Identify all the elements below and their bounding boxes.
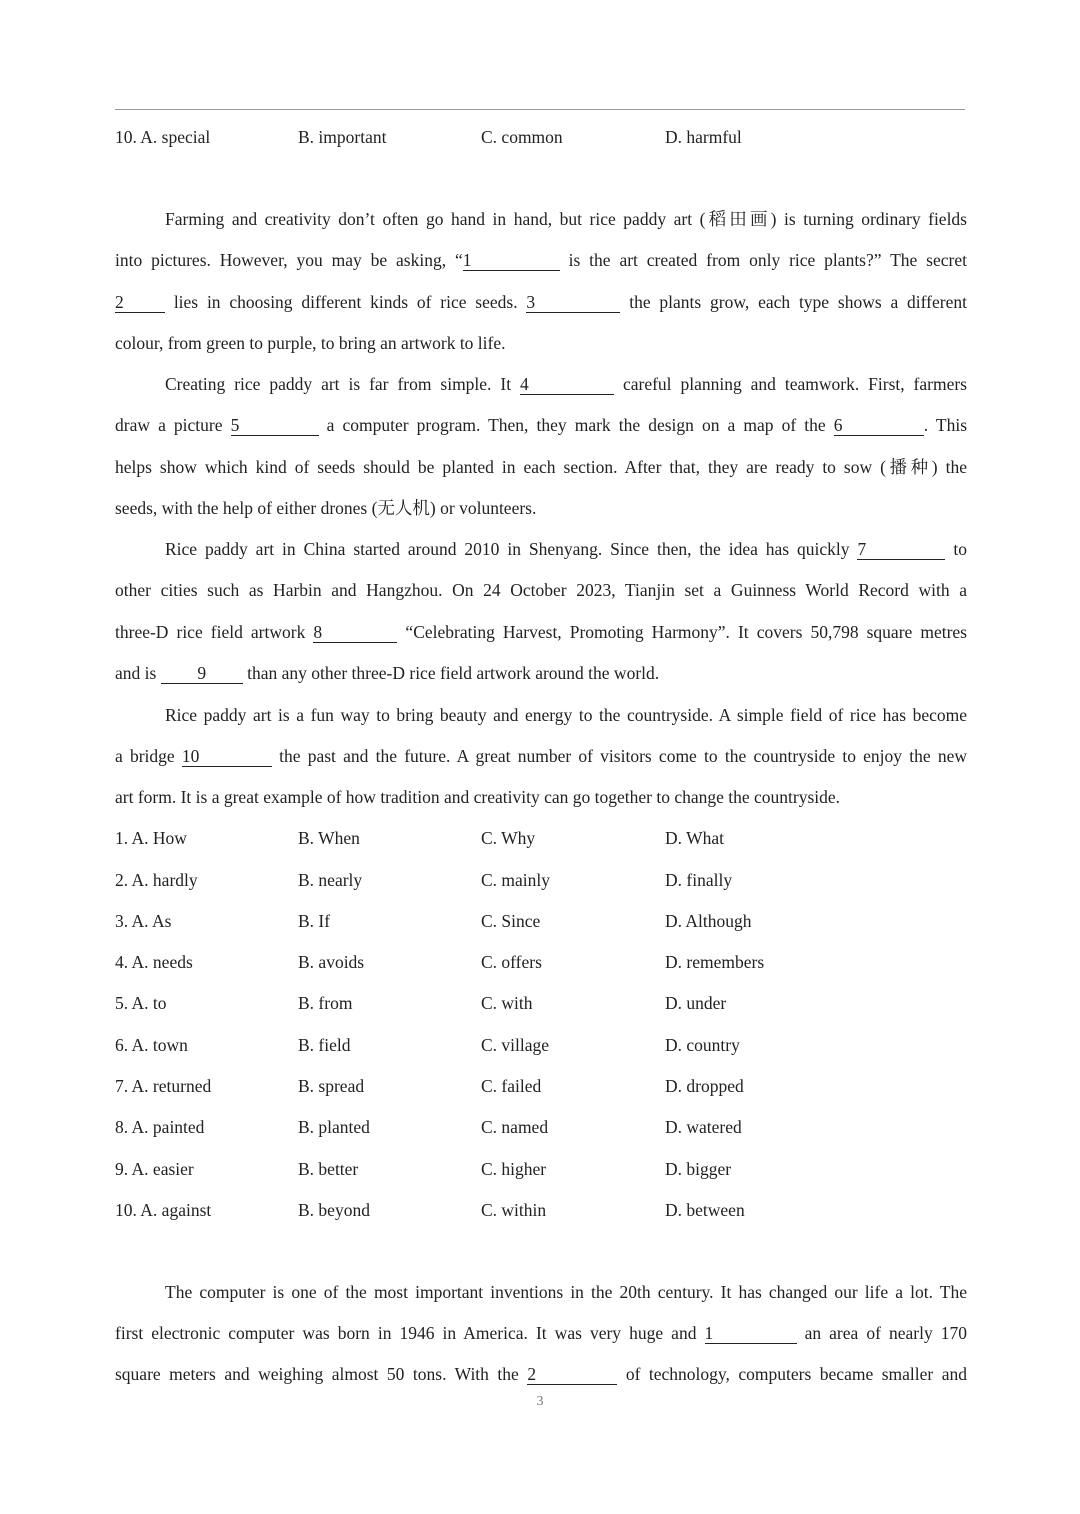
option-a: 5. A. to xyxy=(115,993,167,1013)
option-d: D. bigger xyxy=(665,1159,732,1179)
passage-line: colour, from green to purple, to bring an artwork to life. xyxy=(115,333,506,353)
option-b: B. important xyxy=(298,127,387,147)
option-a: 4. A. needs xyxy=(115,952,193,972)
option-a: 3. A. As xyxy=(115,911,172,931)
option-c: C. mainly xyxy=(481,870,551,890)
option-d: D. dropped xyxy=(665,1076,744,1096)
option-c: C. common xyxy=(481,127,563,147)
option-c: C. failed xyxy=(481,1076,542,1096)
option-a: 2. A. hardly xyxy=(115,870,198,890)
option-b: B. beyond xyxy=(298,1200,370,1220)
option-b: B. spread xyxy=(298,1076,365,1096)
blank-2[interactable]: 2 xyxy=(527,1365,617,1385)
option-a: 8. A. painted xyxy=(115,1117,205,1137)
option-a: 6. A. town xyxy=(115,1035,188,1055)
passage-line: draw a picture 5 a computer program. Then, they mark the design on a map of the 6 . This xyxy=(115,415,968,435)
option-b: B. If xyxy=(298,911,331,931)
passage-line: Farming and creativity don’t often go hand in hand, but rice paddy art (稻田画) is turning ordinary fields xyxy=(165,209,967,229)
passage-line: and is 9 than any other three-D rice field artwork around the world. xyxy=(115,663,660,683)
passage-line: three-D rice field artwork 8 “Celebrating Harvest, Promoting Harmony”. It covers 50,798 square metres xyxy=(115,622,967,642)
option-b: B. avoids xyxy=(298,952,365,972)
blank-2[interactable]: 2 xyxy=(115,293,165,313)
blank-8[interactable]: 8 xyxy=(313,623,397,643)
option-d: D. finally xyxy=(665,870,733,890)
passage-line: The computer is one of the most important inventions in the 20th century. It has changed our life a lot. The xyxy=(165,1282,967,1302)
passage-line: Creating rice paddy art is far from simple. It 4 careful planning and teamwork. First, farmers xyxy=(165,374,967,394)
option-a: 7. A. returned xyxy=(115,1076,212,1096)
passage-line: other cities such as Harbin and Hangzhou. On 24 October 2023, Tianjin set a Guinness World Record with a xyxy=(115,580,967,600)
header-rule xyxy=(115,109,965,110)
option-b: B. from xyxy=(298,993,353,1013)
blank-1[interactable]: 1 xyxy=(463,251,560,271)
option-c: C. village xyxy=(481,1035,550,1055)
option-b: B. When xyxy=(298,828,360,848)
option-d: D. between xyxy=(665,1200,745,1220)
passage-line: 2 lies in choosing different kinds of rice seeds. 3 the plants grow, each type shows a different xyxy=(115,292,967,312)
blank-9[interactable]: 9 xyxy=(161,664,243,684)
option-b: B. planted xyxy=(298,1117,370,1137)
option-c: C. with xyxy=(481,993,533,1013)
option-d: D. harmful xyxy=(665,127,742,147)
passage-line: a bridge 10 the past and the future. A great number of visitors come to the countryside to enjoy the new xyxy=(115,746,968,766)
passage-line: square meters and weighing almost 50 tons. With the 2 of technology, computers became smaller and xyxy=(115,1364,968,1384)
passage-line: art form. It is a great example of how tradition and creativity can go together to change the countryside. xyxy=(115,787,841,807)
blank-5[interactable]: 5 xyxy=(231,416,319,436)
passage-line: into pictures. However, you may be asking, “1 is the art created from only rice plants?” The secret xyxy=(115,250,967,270)
option-a: 1. A. How xyxy=(115,828,187,848)
passage-line: seeds, with the help of either drones (无人机) or volunteers. xyxy=(115,498,537,518)
page-number: 3 xyxy=(536,1394,544,1409)
option-c: C. higher xyxy=(481,1159,547,1179)
option-b: B. nearly xyxy=(298,870,363,890)
blank-7[interactable]: 7 xyxy=(857,540,945,560)
option-c: C. named xyxy=(481,1117,549,1137)
option-a: 9. A. easier xyxy=(115,1159,194,1179)
blank-3[interactable]: 3 xyxy=(526,293,620,313)
option-d: D. remembers xyxy=(665,952,765,972)
option-a: 10. A. against xyxy=(115,1200,212,1220)
blank-1[interactable]: 1 xyxy=(705,1324,797,1344)
option-c: C. offers xyxy=(481,952,542,972)
passage-line: Rice paddy art in China started around 2010 in Shenyang. Since then, the idea has quickly 7 to xyxy=(165,539,967,559)
option-c: C. Why xyxy=(481,828,536,848)
option-d: D. under xyxy=(665,993,727,1013)
passage-line: Rice paddy art is a fun way to bring beauty and energy to the countryside. A simple field of rice has become xyxy=(165,705,967,725)
option-d: D. country xyxy=(665,1035,740,1055)
option-b: B. better xyxy=(298,1159,359,1179)
option-b: B. field xyxy=(298,1035,351,1055)
option-d: D. Although xyxy=(665,911,752,931)
option-c: C. Since xyxy=(481,911,541,931)
passage-line: first electronic computer was born in 1946 in America. It was very huge and 1 an area of nearly 170 xyxy=(115,1323,967,1343)
option-d: D. watered xyxy=(665,1117,742,1137)
blank-6[interactable]: 6 xyxy=(834,416,924,436)
option-c: C. within xyxy=(481,1200,547,1220)
option-d: D. What xyxy=(665,828,724,848)
blank-4[interactable]: 4 xyxy=(520,375,614,395)
option-a: 10. A. special xyxy=(115,127,211,147)
blank-10[interactable]: 10 xyxy=(182,747,272,767)
passage-line: helps show which kind of seeds should be planted in each section. After that, they are ready to sow (播种) the xyxy=(115,457,967,477)
